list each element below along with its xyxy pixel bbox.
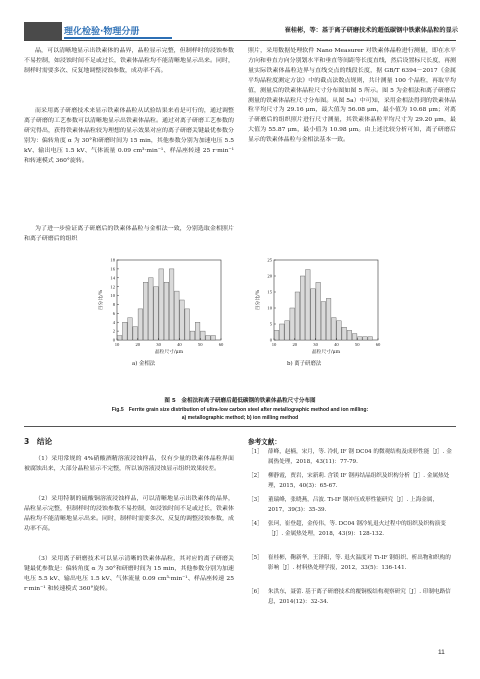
histogram-bar	[290, 308, 295, 340]
histogram-bar	[274, 330, 279, 340]
histogram-bar	[169, 269, 174, 340]
y-tick-label: 8	[112, 302, 115, 308]
figure-caption-zh: 图 5 金相法和离子研磨后超低碳钢的铁素体晶粒尺寸分布图	[164, 398, 316, 404]
header-rule	[24, 40, 456, 41]
y-tick-label: 16	[110, 266, 115, 272]
y-tick-label: 10	[267, 305, 272, 311]
reference-number: ［1］	[248, 449, 263, 455]
left-paragraph-2: 而采用离子研磨技术来显示铁素体晶粒从试验结果来看是可行的，通过调整离子研磨的工艺参数可以清晰地显示出铁素体晶粒。通过对离子研磨工艺参数的研究得出，获得铁素体晶粒较为理想的显示效果对应的离子研磨关键最优参数分别为：偏转角度 α 为 30°和研磨时间为 15 min，其他参数分别为加速电压 5.5 kV、输出电压 1.5 kV、气体流量 0.09 cm³·min⁻¹、样品座转速 25 r·min⁻¹ 和转速模式 360°旋转。	[24, 107, 234, 164]
reference-number: ［4］	[248, 521, 263, 527]
histogram-bar	[295, 292, 300, 340]
reference-text: 薛峰，赵楠，宋月，等. 冷轧 IF 钢 DC04 的微观结构及成形性能［J］. 金属热处理，2018，43(11)：77-79.	[268, 449, 452, 465]
reference-number: ［3］	[248, 497, 263, 503]
x-tick-label: 50	[354, 342, 360, 347]
logo-text: 理化检验·物理分册	[64, 27, 140, 37]
y-axis-label: 百分比/%	[256, 289, 261, 311]
references-heading: 参考文献：	[248, 438, 281, 446]
conclusion-item-3: （3）采用离子研磨技术可以显示清晰的铁素体晶粒，其对应的离子研磨关键最优参数是：偏转角度 α 为 30°和研磨时间为 15 min，其他参数分别为加速电压 5.5 kV、输出电压 1.5 kV、气体流量 0.09 cm³·min⁻¹、样品座转速 25 r·min⁻¹ 和转速模式 360°旋转。	[24, 555, 234, 592]
histogram-bar	[368, 337, 373, 340]
y-tick-label: 0	[112, 337, 115, 343]
reference-text: 张珂，崔登超，金传伟，等. DC04 钢冷轧退火过程中的组织及织构演变［J］. 金属热处理，2018，43(9)：128-132.	[268, 521, 446, 537]
x-tick-label: 10	[271, 342, 277, 347]
histogram-bar	[185, 309, 190, 340]
reference-text: 崔桂彬，鞠新华，王泽阳，等. 退火温度对 Ti-IF 钢组织、析出物和织构的影响［J］. 材料热处理学报，2012，33(5)：136-141.	[268, 555, 451, 571]
histogram-bar	[164, 282, 169, 340]
histogram-bar	[306, 270, 311, 340]
reference-item	[248, 554, 456, 573]
chart-b	[252, 254, 382, 358]
y-axis-label: 百分比/%	[99, 289, 104, 311]
reference-item	[248, 588, 456, 607]
conclusion-item-2: （2）采用特制的硫酸铜溶液浸蚀样品，可以清晰地显示出铁素体的晶界，晶粒显示完整，但制样时的浸蚀参数不易控制，如浸蚀时间不足或过长，铁素体晶粒均不能清晰地显示出来。同时，制样时需要多次、反复的调整浸蚀参数，成功率不高。	[24, 495, 234, 532]
figure-caption-en: Fig.5 Ferrite grain size distribution of ultra-low carbon steel after metallographic method and ion milling:	[111, 407, 369, 413]
histogram-bar	[326, 298, 331, 340]
reference-item	[248, 472, 456, 491]
histogram-bar	[190, 331, 195, 340]
chart-a	[95, 254, 225, 358]
chart-b-subcaption: b) 离子研磨法	[287, 361, 322, 367]
figure-divider	[24, 426, 456, 427]
x-tick-label: 30	[156, 342, 161, 347]
histogram-bar	[175, 291, 180, 340]
running-title: 崔桂彬，等：基于离子研磨技术的超低碳钢中铁素体晶粒的显示	[284, 27, 458, 34]
x-tick-label: 60	[375, 342, 381, 347]
chart-a-subcaption: a) 金相法	[132, 361, 156, 367]
conclusion-heading: 3 结论	[24, 437, 53, 446]
histogram-bar	[128, 318, 133, 340]
plot-frame	[274, 260, 378, 340]
x-tick-label: 30	[313, 342, 318, 347]
histogram-bar	[363, 337, 368, 340]
y-tick-label: 2	[112, 328, 115, 334]
journal-logo	[24, 22, 176, 40]
x-tick-label: 50	[197, 342, 203, 347]
logo-underline	[64, 37, 172, 39]
reference-number: ［5］	[248, 555, 263, 561]
x-tick-label: 40	[177, 342, 182, 347]
reference-item	[248, 496, 456, 515]
y-tick-label: 20	[267, 273, 272, 279]
reference-number: ［6］	[248, 589, 263, 595]
histogram-bar	[300, 276, 305, 340]
histogram-bar	[285, 321, 290, 340]
reference-text: 董瑞峰，张晓燕，吕波. Ti-IF 钢冲压成形性能研究［J］. 上海金属，2017，39(3)：35-39.	[268, 497, 439, 513]
histogram-bar	[159, 269, 164, 340]
histogram-bar	[143, 282, 148, 340]
reference-text: 朱洪东，聂蕾. 基于离子研磨技术的覆铜板结构观察研究［J］. 印制电路信息，2014(12)：32-34.	[268, 589, 451, 605]
y-tick-label: 10	[110, 293, 115, 299]
x-tick-label: 60	[218, 342, 224, 347]
y-tick-label: 25	[267, 257, 272, 263]
histogram-bar	[211, 336, 216, 340]
y-tick-label: 6	[112, 310, 115, 316]
histogram-bar	[342, 327, 347, 340]
histogram-bar	[123, 322, 128, 340]
histogram-bar	[337, 321, 342, 340]
left-paragraph-1: 晶，可以清晰地显示出铁素体的晶界，晶粒显示完整，但制样时的浸蚀参数不易控制，如浸蚀时间不足或过长，铁素体晶粒均不能清晰地显示出来。同时，制样时需要多次、反复地调整浸蚀参数，成功率不高。	[24, 47, 234, 74]
chart-b-svg	[252, 254, 382, 358]
histogram-bar	[117, 336, 122, 340]
histogram-bar	[133, 327, 138, 340]
histogram-bar	[321, 302, 326, 340]
y-tick-label: 12	[110, 284, 115, 290]
right-paragraph-1: 照片，采用数据处理软件 Nano Measurer 对铁素体晶粒进行测量，即在水平方向和垂直方向分别划水平和垂直等间距等长度直线，然后设置标尺长度，再测量实际铁素体晶粒边界与直线交点的线段长度，据 GB/T 6394－2017《金属平均晶粒度测定方法》中的截点法数点规则，共计测量 100 个晶粒，再取平均值，测量后的铁素体晶粒尺寸分布图如图 5 所示。图 5 为金相法和离子研磨后测量的铁素体晶粒尺寸分布图。从图 5a）中可知，采用金相法得到的铁素体晶粒平均尺寸为 29.16 μm，最大值为 56.08 μm，最小值为 10.68 μm；对离子研磨后的组织照片进行尺寸测量，其铁素体晶粒平均尺寸为 29.20 μm，最大值为 55.87 μm，最小值为 10.98 μm。由上述比较分析可知，离子研磨后显示的铁素体晶粒与金相法基本一致。	[248, 47, 456, 144]
histogram-bar	[316, 282, 321, 340]
histogram-bar	[206, 336, 211, 340]
figure-caption-en-sub: a) metallographic method; b) ion milling method	[181, 415, 299, 421]
histogram-bar	[180, 300, 185, 340]
y-tick-label: 18	[110, 257, 115, 263]
y-tick-label: 15	[267, 289, 272, 295]
histogram-bar	[280, 324, 285, 340]
y-tick-label: 5	[269, 321, 272, 327]
x-axis-label: 晶粒尺寸/μm	[154, 350, 184, 355]
x-tick-label: 10	[114, 342, 120, 347]
y-tick-label: 0	[269, 337, 272, 343]
histogram-bar	[332, 318, 337, 340]
histogram-bar	[358, 337, 363, 340]
reference-item	[248, 448, 456, 467]
plot-frame	[117, 260, 221, 340]
x-axis-label: 晶粒尺寸/μm	[311, 350, 341, 355]
page-number: 11	[438, 649, 445, 656]
x-tick-label: 40	[334, 342, 339, 347]
chart-a-svg	[95, 254, 225, 358]
reference-item	[248, 520, 456, 539]
reference-number: ［2］	[248, 473, 263, 479]
histogram-bar	[149, 278, 154, 340]
y-tick-label: 4	[112, 319, 115, 325]
left-paragraph-3: 为了进一步验证离子研磨后的铁素体晶粒与金相法一致，分别选取金相照片和离子研磨后的组织	[24, 225, 234, 242]
x-tick-label: 20	[292, 342, 298, 347]
conclusion-item-1: （1）采用常规的 4%硝酸酒精溶液浸蚀样品，仅有少量的铁素体晶粒界面被腐蚀出来，大部分晶粒显示不完整，所以该溶液浸蚀显示组织效果较差。	[24, 455, 234, 472]
histogram-bar	[347, 330, 352, 340]
reference-text: 柳静霞，贾岩，宋新莉. 含镁 IF 钢再结晶组织及织构分析［J］. 金属热处理，2015，40(3)：65-67.	[268, 473, 450, 489]
logo-block	[24, 22, 62, 40]
y-tick-label: 14	[110, 275, 115, 281]
histogram-bar	[195, 322, 200, 340]
histogram-bar	[201, 331, 206, 340]
histogram-bar	[311, 289, 316, 340]
x-tick-label: 20	[135, 342, 141, 347]
histogram-bar	[352, 334, 357, 340]
histogram-bar	[154, 287, 159, 340]
histogram-bar	[138, 309, 143, 340]
